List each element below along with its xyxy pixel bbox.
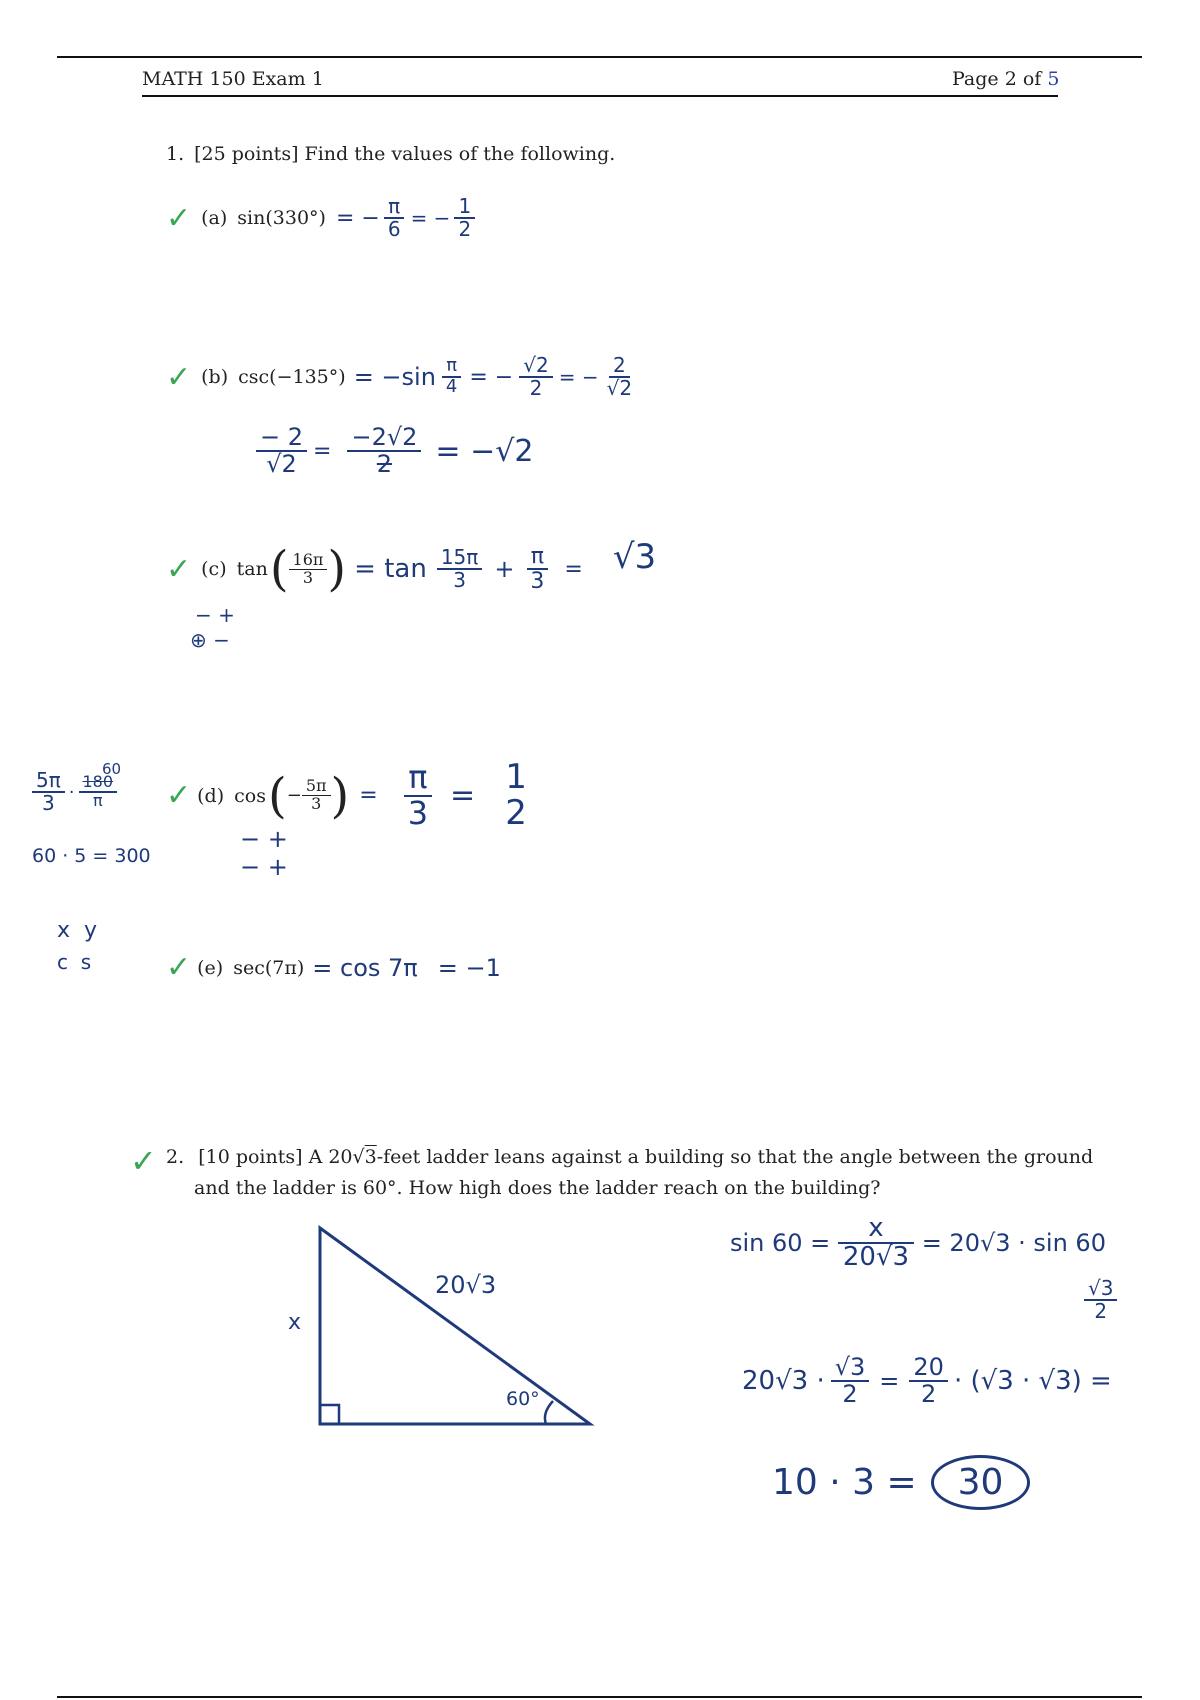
work-l3: 10 · 3 = xyxy=(772,1462,917,1503)
part-a-eq1: = − xyxy=(335,205,380,231)
problem-2-work-line-1 xyxy=(730,1215,1106,1272)
part-a xyxy=(166,196,475,240)
work-l1-frac-num: x xyxy=(838,1215,913,1244)
check-mark-icon: ✓ xyxy=(166,359,192,395)
part-b-l2-result: = −√2 xyxy=(435,433,534,469)
part-d-signs-2: − + xyxy=(240,853,288,881)
problem-2-line-2: and the ladder is 60°. How high does the ladder reach on the building? xyxy=(194,1177,881,1199)
part-b-line2 xyxy=(256,425,533,477)
part-c-eq2: = xyxy=(564,556,583,582)
part-b-l2-frac1 xyxy=(256,425,307,477)
part-d-eq2: = xyxy=(450,778,476,814)
part-e-expression: sec(7π) xyxy=(233,956,305,979)
part-e-label: (e) xyxy=(197,956,224,979)
part-d-label: (d) xyxy=(197,784,225,807)
triangle-outline xyxy=(320,1228,590,1424)
hypotenuse-label: 20√3 xyxy=(435,1271,497,1299)
work-l1-sub-num: √3 xyxy=(1084,1278,1117,1301)
problem-2-text-b: -feet ladder leans against a building so that the angle between the ground xyxy=(376,1146,1094,1168)
work-l1-lhs: sin 60 = xyxy=(730,1229,831,1258)
work-l1-sub-frac xyxy=(1084,1278,1117,1322)
part-c-label: (c) xyxy=(201,558,227,581)
sqrt-icon: √ xyxy=(352,1146,365,1168)
part-b-l2-frac2-num: −2√2 xyxy=(347,425,421,452)
part-d-side-frac2-num: 180 xyxy=(79,774,118,793)
part-b-l2-frac2-den: 2 xyxy=(376,450,393,479)
part-e-side-row2: c s xyxy=(57,950,92,974)
final-answer-circled: 30 xyxy=(931,1455,1031,1510)
page-indicator-label: Page 2 of xyxy=(952,68,1048,90)
right-angle-marker xyxy=(320,1405,339,1424)
footer-rule xyxy=(57,1696,1142,1698)
angle-label: 60° xyxy=(506,1388,540,1410)
work-l2-frac1 xyxy=(831,1355,870,1407)
part-c-frac2 xyxy=(526,545,548,593)
part-a-expression: sin(330°) xyxy=(237,207,326,229)
work-l2-frac2-den: 2 xyxy=(921,1380,937,1409)
part-c-frac2-num: π xyxy=(527,545,548,570)
part-b-eq3: = − xyxy=(558,365,599,389)
check-mark-icon: ✓ xyxy=(166,778,192,814)
part-c-eq1: = tan xyxy=(354,554,427,585)
part-a-frac1 xyxy=(384,196,405,240)
part-d-frac2-den: 2 xyxy=(505,792,527,833)
work-l1-sub-den: 2 xyxy=(1094,1299,1108,1323)
part-d-side-line: 60 · 5 = 300 xyxy=(32,845,151,867)
work-l2-eq: = xyxy=(879,1367,900,1396)
check-mark-icon: ✓ xyxy=(166,551,192,587)
part-b xyxy=(166,355,636,399)
part-d-sign: − xyxy=(286,785,302,807)
part-b-l2-frac1-num: − 2 xyxy=(256,425,307,452)
problem-1-prompt xyxy=(166,143,615,165)
part-b-frac1-num: π xyxy=(442,357,461,378)
part-c-fn: tan xyxy=(236,558,268,581)
part-b-l2-frac1-den: √2 xyxy=(266,450,297,479)
dot-operator-icon: · xyxy=(68,781,75,803)
part-b-frac2 xyxy=(519,355,552,399)
part-c-frac1-num: 15π xyxy=(437,547,483,570)
part-a-frac1-den: 6 xyxy=(387,217,401,241)
page-total-link[interactable]: 5 xyxy=(1047,68,1060,90)
part-c-sign-top: − + xyxy=(195,603,235,627)
part-d xyxy=(166,757,531,833)
side-label: x xyxy=(288,1310,302,1335)
part-d-arg-num: 5π xyxy=(302,778,331,796)
part-b-l2-eq: = xyxy=(313,438,332,464)
part-c-frac1 xyxy=(437,547,483,591)
work-l2-frac1-num: √3 xyxy=(831,1355,870,1382)
work-l1-rhs: = 20√3 · sin 60 xyxy=(921,1229,1106,1258)
part-d-frac2 xyxy=(501,757,531,833)
course-title: MATH 150 Exam 1 xyxy=(142,68,324,90)
part-a-label: (a) xyxy=(201,207,228,229)
check-mark-icon: ✓ xyxy=(166,200,192,236)
part-b-eq2: = − xyxy=(469,364,514,390)
part-d-frac2-num: 1 xyxy=(505,757,527,797)
work-l1-frac xyxy=(838,1215,913,1272)
part-d-fn: cos xyxy=(234,784,266,807)
part-d-eq1: = xyxy=(359,783,378,809)
angle-arc xyxy=(545,1401,553,1424)
work-l2-frac2 xyxy=(909,1355,948,1407)
part-a-frac2-den: 2 xyxy=(458,217,472,241)
part-d-side-frac1 xyxy=(32,770,65,814)
work-l2-a: 20√3 · xyxy=(742,1366,825,1397)
problem-2-work-line-3 xyxy=(772,1455,1030,1510)
part-d-side-top: 60 xyxy=(102,760,122,778)
part-c xyxy=(166,537,657,598)
problem-2-line-1 xyxy=(166,1146,1093,1168)
paren-close: ) xyxy=(327,541,347,598)
part-d-side-frac1-den: 3 xyxy=(42,791,55,815)
header-top-rule xyxy=(57,56,1142,58)
part-a-frac2 xyxy=(454,196,475,240)
part-b-label: (b) xyxy=(201,366,229,388)
problem-1-text: [25 points] Find the values of the following. xyxy=(194,143,616,165)
part-b-frac3-num: 2 xyxy=(609,355,630,378)
part-e-eq1: = cos 7π xyxy=(312,953,418,982)
part-b-l2-frac2 xyxy=(347,425,421,477)
part-a-frac2-num: 1 xyxy=(454,196,475,219)
part-b-frac1-den: 4 xyxy=(445,376,458,397)
part-b-frac3 xyxy=(603,355,636,399)
check-mark-icon: ✓ xyxy=(166,950,192,985)
work-l2-rest: · (√3 · √3) = xyxy=(953,1366,1112,1397)
part-c-frac2-den: 3 xyxy=(530,569,545,595)
work-l2-frac2-num: 20 xyxy=(909,1355,948,1382)
part-a-eq2: = − xyxy=(410,206,451,230)
ladder-triangle-figure xyxy=(270,1215,610,1435)
part-b-expression: csc(−135°) xyxy=(238,366,346,388)
part-d-side-frac2 xyxy=(79,774,118,810)
part-c-arg xyxy=(289,549,328,587)
part-d-frac1-den: 3 xyxy=(407,793,429,832)
part-a-frac1-num: π xyxy=(384,196,404,219)
part-e xyxy=(166,950,501,985)
part-d-arg-den: 3 xyxy=(311,794,322,814)
paren-close: ) xyxy=(330,767,350,824)
paren-open: ( xyxy=(267,767,287,824)
part-d-signs-1: − + xyxy=(240,825,288,853)
part-c-arg-num: 16π xyxy=(289,552,328,570)
part-e-side-row1: x y xyxy=(57,918,98,943)
part-b-eq1: = −sin xyxy=(353,363,436,391)
part-b-frac1 xyxy=(442,357,461,397)
part-c-result: √3 xyxy=(612,537,657,578)
part-b-frac2-num: √2 xyxy=(519,355,552,378)
part-e-eq2: = −1 xyxy=(437,953,501,982)
problem-1-number: 1. xyxy=(166,143,185,165)
header-bottom-rule xyxy=(142,95,1058,97)
part-d-arg xyxy=(302,778,331,813)
part-c-plus: + xyxy=(494,555,515,584)
part-d-frac1-num: π xyxy=(404,761,431,797)
work-l1-frac-den: 20√3 xyxy=(842,1242,910,1273)
part-c-arg-den: 3 xyxy=(302,567,314,587)
problem-2-text-a: [10 points] A 20 xyxy=(198,1146,353,1168)
problem-2-work-line-2 xyxy=(742,1355,1112,1407)
part-c-frac1-den: 3 xyxy=(453,568,466,593)
paren-open: ( xyxy=(269,541,289,598)
part-b-frac3-den: √2 xyxy=(606,376,633,400)
check-mark-icon: ✓ xyxy=(130,1142,157,1180)
problem-2-number: 2. xyxy=(166,1146,185,1168)
problem-2-radicand: 3 xyxy=(364,1146,377,1168)
part-d-side-frac2-den: π xyxy=(92,791,103,810)
page-indicator xyxy=(952,68,1059,90)
part-d-side-frac1-num: 5π xyxy=(32,770,65,793)
part-c-sign-bottom: ⊕ − xyxy=(190,628,230,652)
work-l2-frac1-den: 2 xyxy=(842,1380,858,1409)
part-d-frac1 xyxy=(404,758,432,832)
part-b-frac2-den: 2 xyxy=(529,376,543,400)
